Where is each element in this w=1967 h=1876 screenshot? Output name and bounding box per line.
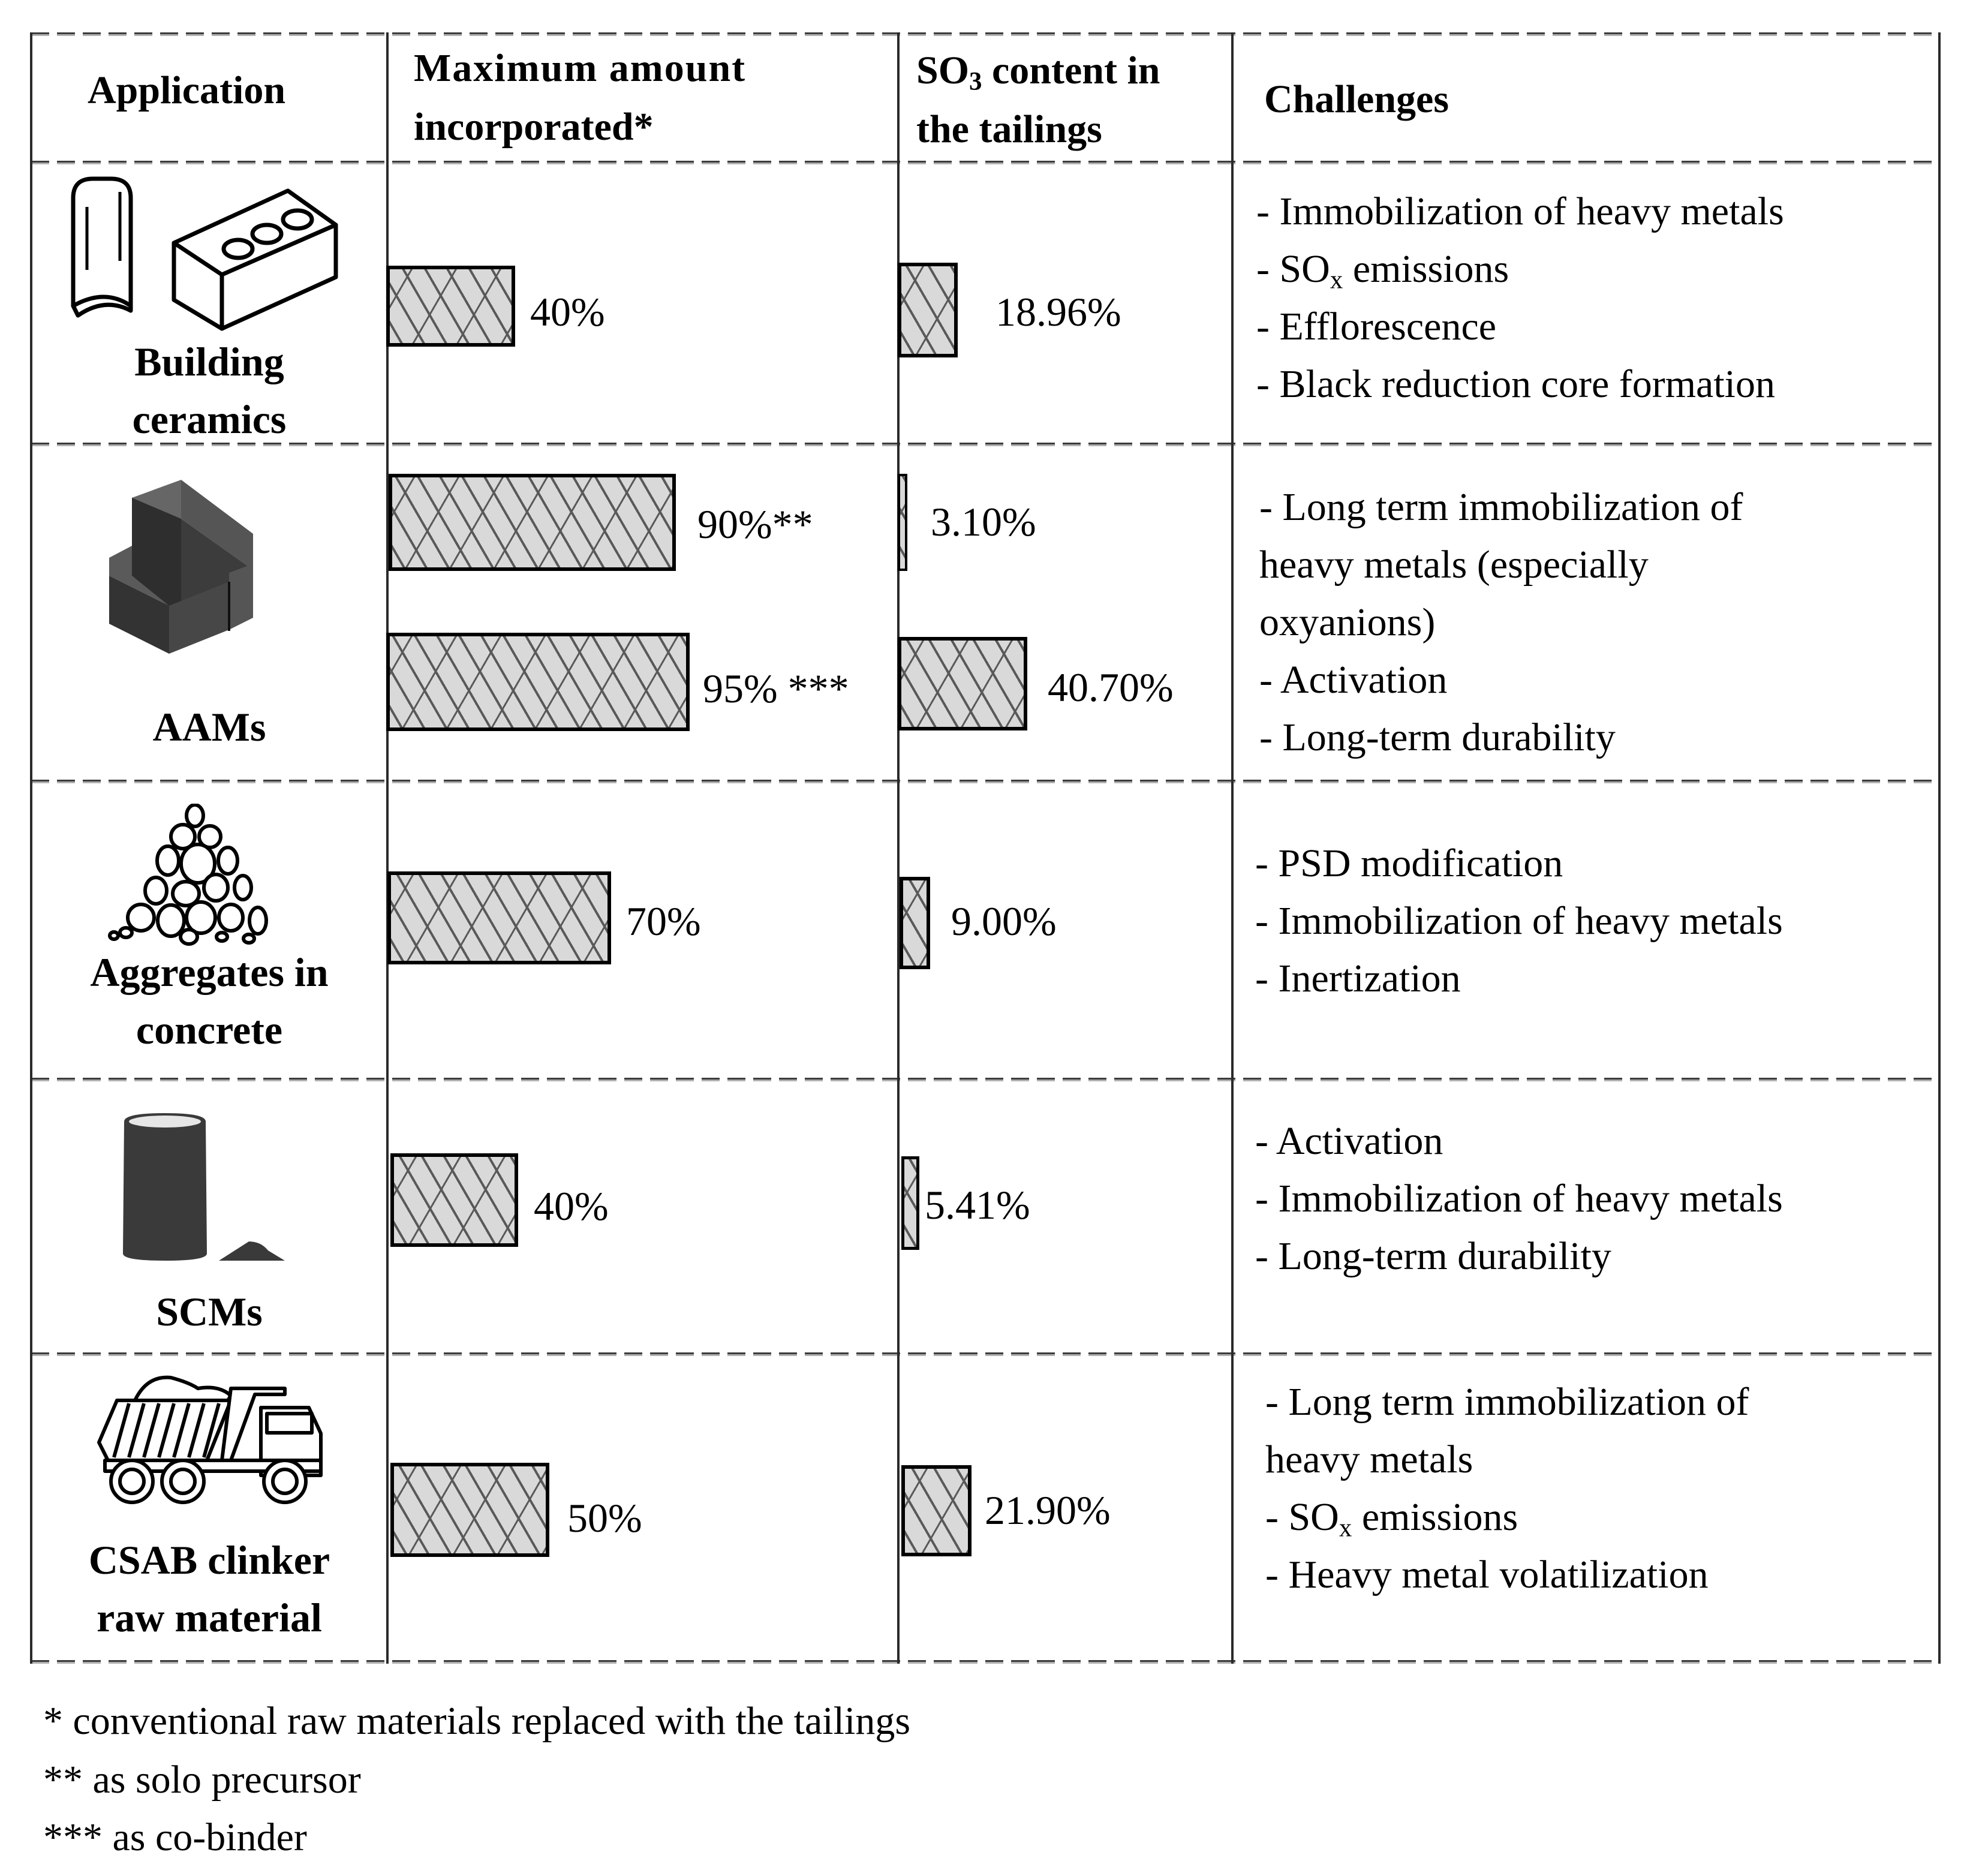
so3-bar: [900, 877, 930, 969]
column-divider-3: [1231, 32, 1234, 1664]
row-divider-2: [31, 780, 1939, 783]
so3-bar-co-binder: [898, 637, 1027, 730]
so3-prefix: SO: [916, 49, 970, 92]
challenge-item: - Black reduction core formation: [1256, 362, 1775, 406]
header-challenges: Challenges: [1264, 77, 1449, 121]
row-divider-4: [31, 1352, 1939, 1356]
challenge-item: - Activation: [1259, 658, 1448, 702]
table-bottom-border: [31, 1660, 1939, 1664]
challenge-item: - PSD modification: [1255, 841, 1563, 885]
challenges-list: [1265, 1373, 1749, 1604]
challenge-item: - Immobilization of heavy metals: [1255, 899, 1783, 943]
tile-and-brick-icon: [60, 174, 354, 342]
application-label-csab-clinker-line2: raw material: [97, 1595, 322, 1640]
application-label-aams: AAMs: [152, 704, 266, 750]
max-amount-bar: [386, 266, 515, 347]
max-amount-bar-solo-precursor: [389, 474, 676, 571]
so3-value-solo-precursor: 3.10%: [931, 499, 1036, 545]
max-amount-value: 50%: [567, 1495, 642, 1541]
so3-value: 21.90%: [985, 1487, 1111, 1533]
max-amount-bar: [387, 871, 611, 964]
challenge-item: heavy metals: [1265, 1438, 1473, 1481]
challenge-prefix: - SO: [1256, 247, 1330, 291]
row-divider-3: [31, 1078, 1939, 1081]
so3-bar: [901, 1465, 972, 1556]
application-label-aggregates-line2: concrete: [136, 1007, 283, 1053]
table-right-border: [1938, 32, 1941, 1664]
challenges-list: [1259, 479, 1743, 766]
so3-value: 5.41%: [925, 1182, 1030, 1228]
application-label-aggregates: Aggregates in: [90, 949, 329, 995]
challenge-suffix: emissions: [1352, 1495, 1518, 1539]
header-application: Application: [88, 68, 286, 112]
challenge-item: - Immobilization of heavy metals: [1256, 190, 1784, 233]
max-amount-bar: [390, 1153, 518, 1247]
application-label-csab-clinker: CSAB clinker: [88, 1537, 330, 1583]
footnote-triple-asterisk: *** as co-binder: [43, 1815, 307, 1859]
challenge-subscript: x: [1330, 266, 1343, 294]
challenge-item: [1256, 240, 1784, 298]
max-amount-bar-co-binder: [386, 633, 690, 731]
challenge-item: - Activation: [1255, 1119, 1443, 1163]
challenge-item: - Efflorescence: [1256, 305, 1497, 348]
so3-bar-solo-precursor: [898, 474, 907, 571]
so3-value: 9.00%: [951, 898, 1057, 944]
max-amount-value-solo-precursor: 90%**: [697, 501, 813, 547]
cement-silo-icon: [111, 1110, 321, 1271]
challenge-item: heavy metals (especially: [1259, 543, 1649, 587]
aggregate-pile-icon: [99, 804, 291, 948]
application-label-building-ceramics: Building: [134, 339, 284, 384]
footnote-single-asterisk: * conventional raw materials replaced with the tailings: [43, 1699, 911, 1743]
so3-rest: content in: [982, 49, 1160, 92]
max-amount-value: 40%: [530, 289, 605, 335]
dump-truck-icon: [81, 1370, 345, 1508]
challenges-list: [1255, 835, 1783, 1008]
header-row-divider: [31, 161, 1939, 164]
max-amount-value: 70%: [626, 898, 701, 944]
challenge-item: - Inertization: [1255, 957, 1461, 1000]
application-label-scms: SCMs: [156, 1289, 263, 1334]
footnote-double-asterisk: ** as solo precursor: [43, 1758, 361, 1802]
header-so3-line1: [916, 42, 1160, 100]
stacked-blocks-icon: [103, 474, 307, 666]
application-label-building-ceramics-line2: ceramics: [132, 396, 287, 442]
table-left-border: [30, 32, 32, 1664]
max-amount-bar: [390, 1463, 549, 1557]
table-top-border: [31, 32, 1939, 36]
challenge-subscript: x: [1339, 1514, 1352, 1543]
header-max-amount-line2: incorporated*: [414, 105, 654, 149]
challenge-item: - Long-term durability: [1255, 1234, 1611, 1278]
header-max-amount-line1: Maximum amount: [414, 46, 747, 90]
challenge-item: [1265, 1489, 1749, 1546]
so3-subscript: 3: [969, 67, 982, 96]
challenge-item: oxyanions): [1259, 600, 1436, 644]
challenges-list: [1256, 183, 1784, 413]
challenge-item: - Immobilization of heavy metals: [1255, 1177, 1783, 1220]
challenge-item: - Heavy metal volatilization: [1265, 1553, 1709, 1597]
header-so3-line2: the tailings: [916, 107, 1102, 151]
so3-bar: [898, 263, 958, 357]
challenge-item: - Long-term durability: [1259, 715, 1616, 759]
challenges-list: [1255, 1113, 1783, 1285]
max-amount-value-co-binder: 95% ***: [703, 666, 849, 711]
challenge-prefix: - SO: [1265, 1495, 1339, 1539]
max-amount-value: 40%: [534, 1183, 609, 1229]
challenge-item: - Long term immobilization of: [1259, 485, 1743, 529]
so3-value-co-binder: 40.70%: [1048, 665, 1174, 710]
challenge-item: - Long term immobilization of: [1265, 1380, 1749, 1424]
so3-bar: [901, 1156, 919, 1250]
so3-value: 18.96%: [995, 289, 1121, 335]
challenge-suffix: emissions: [1343, 247, 1509, 291]
